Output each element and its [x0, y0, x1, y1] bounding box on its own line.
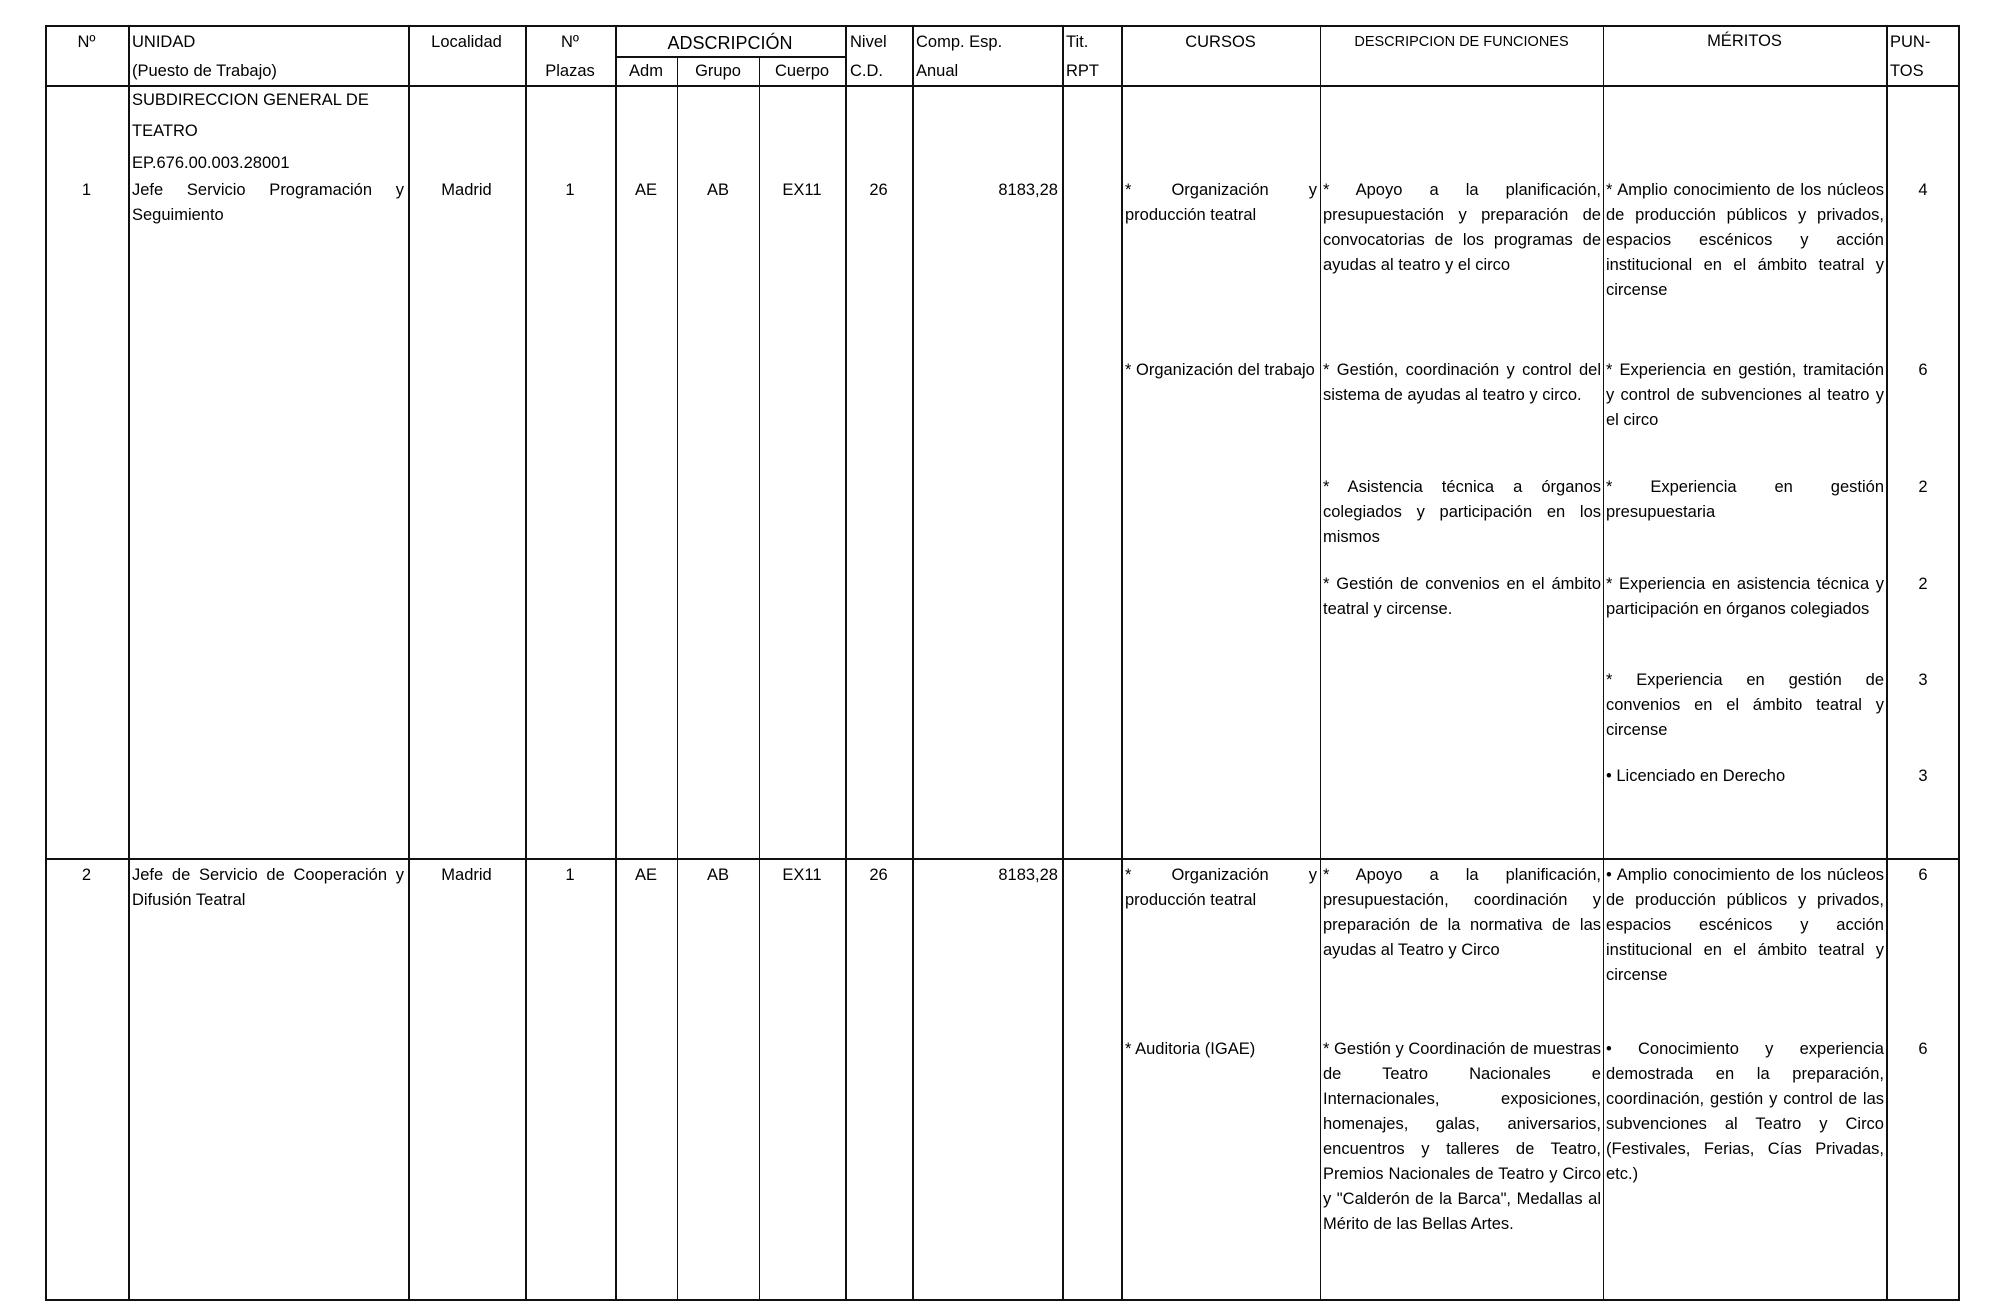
- merito-item: * Experiencia en gestión de convenios en el ámbito teatral y circense: [1606, 671, 1884, 739]
- adm: AE: [634, 866, 657, 884]
- header-unidad: UNIDAD: [132, 33, 196, 51]
- header-puesto: (Puesto de Trabajo): [132, 62, 277, 80]
- adm: AE: [634, 181, 657, 199]
- comp-esp: 8183,28: [998, 866, 1058, 884]
- unidad-line-1: SUBDIRECCION GENERAL DE: [132, 91, 369, 109]
- puntos-item: 3: [1918, 671, 1928, 689]
- curso-item: * Organización y producción teatral: [1125, 866, 1317, 909]
- comp-esp: 8183,28: [998, 181, 1058, 199]
- header-grupo: Grupo: [695, 62, 741, 80]
- unidad-codigo: EP.676.00.003.28001: [132, 154, 290, 172]
- header-cuerpo: Cuerpo: [774, 62, 830, 80]
- merito-item: * Experiencia en asistencia técnica y participación en órganos colegiados: [1606, 575, 1884, 618]
- funcion-item: * Asistencia técnica a órganos colegiados y participación en los mismos: [1323, 478, 1601, 546]
- curso-item: * Organización y producción teatral: [1125, 181, 1317, 224]
- funcion-item: * Gestión y Coordinación de muestras de Teatro Nacionales e Internacionales, exposiciones, homenajes, galas, aniversarios, encuentros y talleres de Teatro, Premios Nacionales de Teatro y Circo y "Calderón de la Barca", Medallas al Mérito de las Bellas Artes.: [1323, 1040, 1601, 1233]
- nivel: 26: [869, 181, 888, 199]
- merito-item: * Experiencia en gestión presupuestaria: [1606, 478, 1884, 521]
- header-plazas-2: Plazas: [545, 62, 595, 80]
- header-puntos-2: TOS: [1890, 62, 1924, 80]
- header-comp-1: Comp. Esp.: [916, 33, 1003, 51]
- unidad-line-2: TEATRO: [132, 122, 198, 140]
- header-adm: Adm: [629, 62, 663, 80]
- header-tit-2: RPT: [1066, 62, 1099, 80]
- merito-item: * Amplio conocimiento de los núcleos de producción públicos y privados, espacios escénicos y acción institucional en el ámbito teatral y circense: [1606, 181, 1884, 299]
- header-plazas-1: Nº: [561, 33, 579, 51]
- row-num: 1: [81, 181, 92, 199]
- puntos-item: 2: [1918, 575, 1928, 593]
- plazas: 1: [565, 866, 575, 884]
- cuerpo: EX11: [782, 181, 822, 199]
- localidad: Madrid: [441, 181, 492, 199]
- puntos-item: 2: [1918, 478, 1928, 496]
- puntos-item: 6: [1918, 361, 1928, 379]
- header-meritos: MÉRITOS: [1707, 32, 1782, 50]
- merito-item: * Experiencia en gestión, tramitación y control de subvenciones al teatro y el circo: [1606, 361, 1884, 429]
- curso-item: * Organización del trabajo: [1125, 361, 1315, 379]
- funcion-item: * Gestión, coordinación y control del sistema de ayudas al teatro y circo.: [1323, 361, 1601, 404]
- puntos-item: 6: [1918, 866, 1928, 884]
- header-puntos-1: PUN-: [1890, 33, 1931, 51]
- puntos-item: 3: [1918, 767, 1928, 785]
- header-num: Nº: [77, 33, 96, 51]
- header-cursos: CURSOS: [1185, 33, 1256, 51]
- header-comp-2: Anual: [916, 62, 959, 80]
- row-num: 2: [81, 866, 92, 884]
- header-nivel-2: C.D.: [850, 62, 883, 80]
- header-funciones: DESCRIPCION DE FUNCIONES: [1354, 34, 1569, 50]
- funcion-item: * Gestión de convenios en el ámbito teatral y circense.: [1323, 575, 1601, 618]
- puntos-item: 4: [1918, 181, 1928, 199]
- header-localidad: Localidad: [431, 33, 502, 51]
- grupo: AB: [706, 181, 729, 199]
- puesto: Jefe Servicio Programación y Seguimiento: [132, 181, 404, 224]
- cuerpo: EX11: [782, 866, 822, 884]
- merito-item: • Licenciado en Derecho: [1606, 767, 1786, 785]
- merito-item: • Conocimiento y experiencia demostrada en la preparación, coordinación, gestión y control de las subvenciones al Teatro y Circo (Festivales, Ferias, Cías Privadas, etc.): [1606, 1040, 1884, 1183]
- header-adscripcion: ADSCRIPCIÓN: [667, 33, 793, 53]
- funcion-item: * Apoyo a la planificación, presupuestación, coordinación y preparación de la normativa de las ayudas al Teatro y Circo: [1323, 866, 1601, 959]
- puntos-item: 6: [1918, 1040, 1928, 1058]
- plazas: 1: [565, 181, 575, 199]
- nivel: 26: [869, 866, 888, 884]
- funcion-item: * Apoyo a la planificación, presupuestación y preparación de convocatorias de los programas de ayudas al teatro y el circo: [1323, 181, 1601, 274]
- grupo: AB: [706, 866, 729, 884]
- header-nivel-1: Nivel: [850, 33, 887, 51]
- localidad: Madrid: [441, 866, 492, 884]
- puesto: Jefe de Servicio de Cooperación y Difusión Teatral: [132, 866, 404, 909]
- curso-item: * Auditoria (IGAE): [1125, 1040, 1256, 1058]
- merito-item: • Amplio conocimiento de los núcleos de producción públicos y privados, espacios escénicos y acción institucional en el ámbito teatral y circense: [1606, 866, 1884, 984]
- header-tit-1: Tit.: [1066, 33, 1089, 51]
